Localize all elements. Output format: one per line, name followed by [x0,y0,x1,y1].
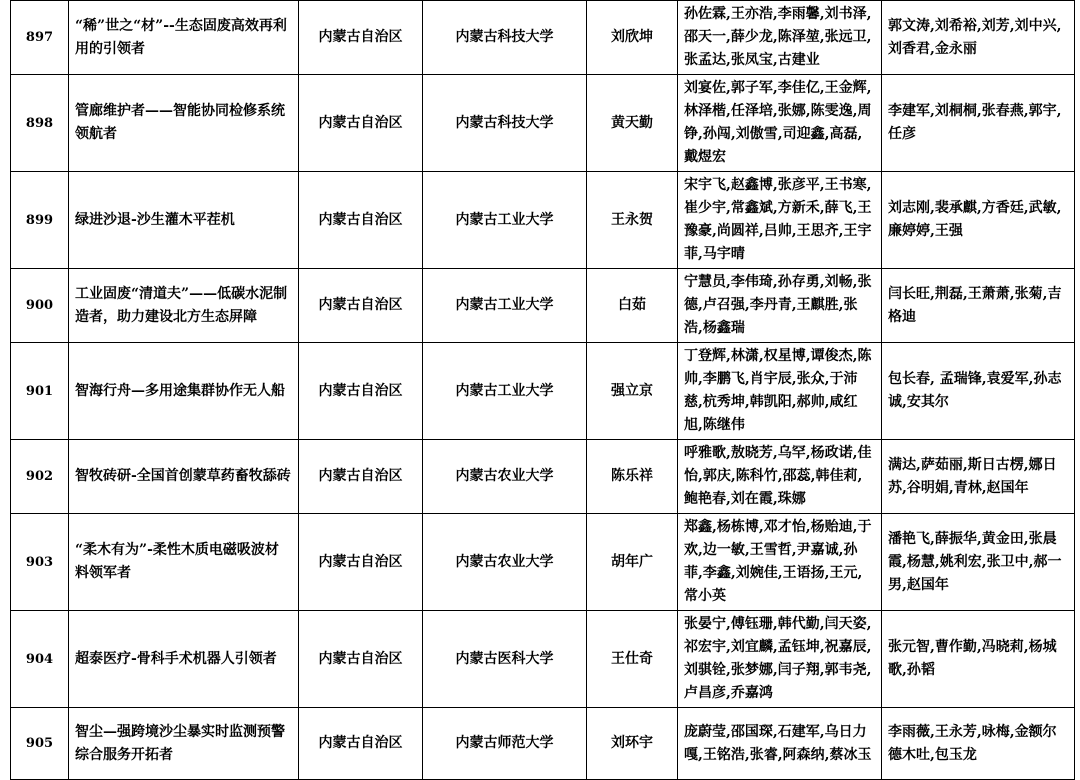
region: 内蒙古自治区 [299,343,423,440]
school: 内蒙古工业大学 [423,343,587,440]
region: 内蒙古自治区 [299,440,423,514]
region: 内蒙古自治区 [299,269,423,343]
project-name: 管廊维护者——智能协同检修系统领航者 [69,75,299,172]
row-number: 902 [11,440,69,514]
region: 内蒙古自治区 [299,611,423,708]
project-name: 智牧砖研-全国首创蒙草药畜牧舔砖 [69,440,299,514]
advisors: 潘艳飞,薛振华,黄金田,张晨霞,杨慧,姚利宏,张卫中,郝一男,赵国年 [882,514,1075,611]
row-number: 901 [11,343,69,440]
school: 内蒙古师范大学 [423,708,587,780]
row-number: 900 [11,269,69,343]
team-members: 孙佐霖,王亦浩,李雨馨,刘书泽,邵天一,薛少龙,陈泽堃,张远卫,张孟达,张凤宝,古建业 [678,1,882,75]
row-number: 899 [11,172,69,269]
team-lead: 刘欣坤 [587,1,678,75]
region: 内蒙古自治区 [299,1,423,75]
school: 内蒙古农业大学 [423,440,587,514]
region: 内蒙古自治区 [299,172,423,269]
table-row [11,1,1075,75]
row-number: 905 [11,708,69,780]
table-row [11,611,1075,708]
region: 内蒙古自治区 [299,708,423,780]
team-lead: 强立京 [587,343,678,440]
project-name: “柔木有为”-柔性木质电磁吸波材料领军者 [69,514,299,611]
project-name: 绿进沙退-沙生灌木平茬机 [69,172,299,269]
team-members: 宋宇飞,赵鑫博,张彦平,王书寒,崔少宇,常鑫斌,方新禾,薛飞,王豫豪,尚圆祥,吕帅,王思齐,王宇菲,马宇晴 [678,172,882,269]
team-members: 张晏宁,傅钰珊,韩代勤,闫天姿,祁宏宇,刘宜麟,孟钰坤,祝嘉辰,刘骐铨,张梦娜,闫子翔,郭韦尧,卢昌彦,乔嘉鸿 [678,611,882,708]
table-row [11,75,1075,172]
team-members: 呼雅歌,敖晓芳,乌罕,杨政诺,佳怡,郭庆,陈科竹,邵蕊,韩佳莉,鲍艳春,刘在霞,珠娜 [678,440,882,514]
table-row [11,269,1075,343]
team-members: 丁登辉,林潇,权星博,谭俊杰,陈帅,李鹏飞,肖宇辰,张众,于沛慈,杭秀坤,韩凯阳,郝帅,咸红旭,陈继伟 [678,343,882,440]
advisors: 刘志刚,裴承麒,方香廷,武敏,廉婷婷,王强 [882,172,1075,269]
team-members: 庞蔚莹,邵国琛,石建军,乌日力嘎,王铭浩,张睿,阿森纳,蔡冰玉 [678,708,882,780]
region: 内蒙古自治区 [299,514,423,611]
table-row [11,343,1075,440]
team-members: 刘宴佐,郭子军,李佳亿,王金辉,林泽楷,任泽培,张娜,陈雯逸,周铮,孙闯,刘傲雪,司迎鑫,高磊,戴煜宏 [678,75,882,172]
row-number: 904 [11,611,69,708]
team-lead: 胡年广 [587,514,678,611]
team-lead: 黄天勤 [587,75,678,172]
team-lead: 王仕奇 [587,611,678,708]
team-lead: 白茹 [587,269,678,343]
team-members: 宁慧员,李伟琦,孙存勇,刘畅,张德,卢召强,李丹青,王麒胜,张浩,杨鑫瑞 [678,269,882,343]
project-name: 智海行舟—多用途集群协作无人船 [69,343,299,440]
team-members: 郑鑫,杨栋博,邓才怡,杨贻迪,于欢,边一敏,王雪哲,尹嘉诚,孙菲,李鑫,刘婉佳,王语扬,王元,常小英 [678,514,882,611]
team-lead: 陈乐祥 [587,440,678,514]
advisors: 闫长旺,荆磊,王萧萧,张菊,吉格迪 [882,269,1075,343]
school: 内蒙古农业大学 [423,514,587,611]
school: 内蒙古工业大学 [423,172,587,269]
school: 内蒙古工业大学 [423,269,587,343]
team-lead: 刘环宇 [587,708,678,780]
advisors: 满达,萨茹丽,斯日古楞,娜日苏,谷明娟,青林,赵国年 [882,440,1075,514]
advisors: 张元智,曹作勤,冯晓莉,杨城歌,孙韬 [882,611,1075,708]
table-row [11,440,1075,514]
document-page [10,0,1074,780]
project-name: 工业固废“清道夫”——低碳水泥制造者，助力建设北方生态屏障 [69,269,299,343]
row-number: 903 [11,514,69,611]
project-name: 智尘—强跨境沙尘暴实时监测预警综合服务开拓者 [69,708,299,780]
school: 内蒙古科技大学 [423,1,587,75]
advisors: 郭文涛,刘希裕,刘芳,刘中兴,刘香君,金永丽 [882,1,1075,75]
advisors: 李建军,刘桐桐,张春燕,郭宇,任彦 [882,75,1075,172]
school: 内蒙古科技大学 [423,75,587,172]
project-name: 超泰医疗-骨科手术机器人引领者 [69,611,299,708]
project-name: “稀”世之“材”--生态固废高效再利用的引领者 [69,1,299,75]
school: 内蒙古医科大学 [423,611,587,708]
region: 内蒙古自治区 [299,75,423,172]
table-row [11,514,1075,611]
row-number: 898 [11,75,69,172]
row-number: 897 [11,1,69,75]
advisors: 李雨薇,王永芳,咏梅,金额尔德木吐,包玉龙 [882,708,1075,780]
table-row [11,708,1075,780]
table-row [11,172,1075,269]
advisors: 包长春, 孟瑞锋,袁爱军,孙志诚,安其尔 [882,343,1075,440]
results-table [10,0,1075,780]
team-lead: 王永贺 [587,172,678,269]
